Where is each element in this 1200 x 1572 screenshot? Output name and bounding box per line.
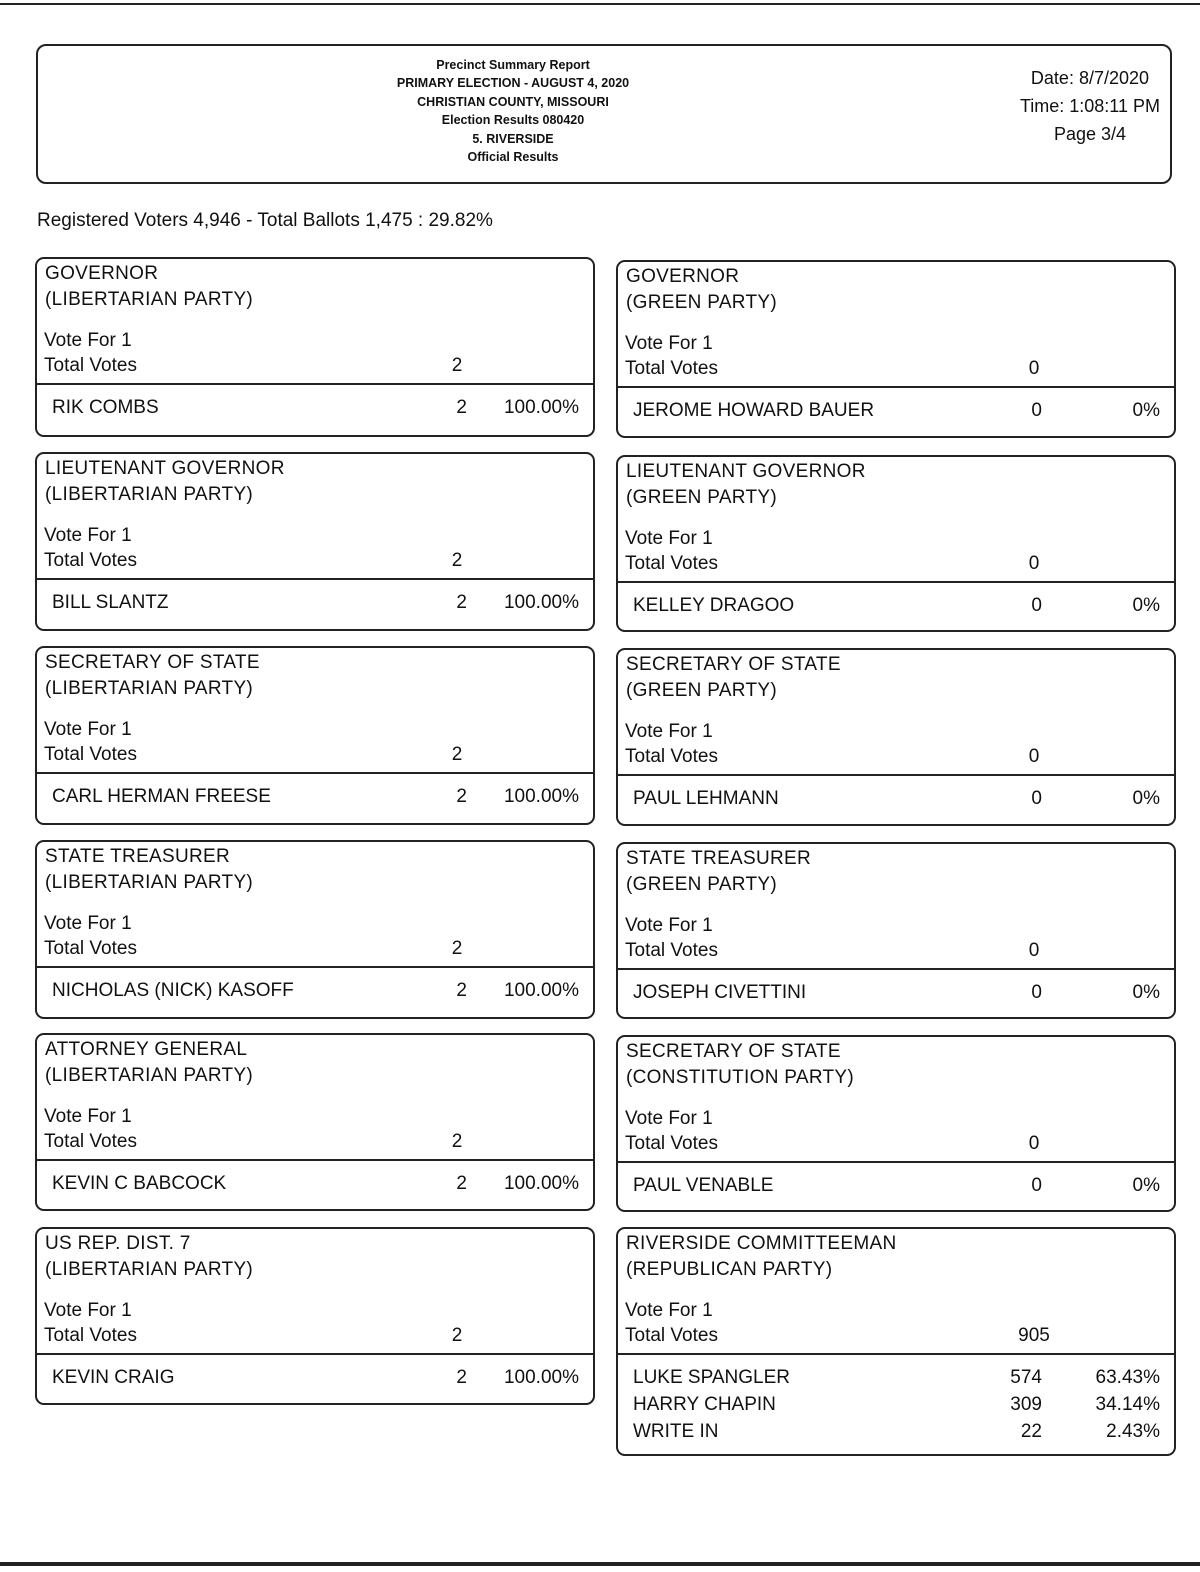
candidate-name: PAUL VENABLE bbox=[633, 1175, 774, 1196]
candidate-percent: 0% bbox=[1132, 982, 1160, 1003]
total-votes-label: Total Votes bbox=[625, 1133, 718, 1154]
candidate-percent: 100.00% bbox=[503, 397, 579, 418]
candidate-row bbox=[37, 980, 593, 1007]
race-party: (LIBERTARIAN PARTY) bbox=[45, 289, 254, 310]
county-name: CHRISTIAN COUNTY, MISSOURI bbox=[417, 94, 609, 109]
total-votes-label: Total Votes bbox=[44, 1325, 137, 1346]
vote-for-label: Vote For 1 bbox=[625, 1108, 713, 1129]
race-box bbox=[616, 1227, 1176, 1456]
report-title-block bbox=[38, 56, 1170, 166]
candidate-votes: 2 bbox=[456, 592, 467, 613]
race-divider bbox=[37, 578, 593, 580]
candidate-row bbox=[37, 592, 593, 619]
report-page: Page 3/4 bbox=[1053, 124, 1126, 144]
candidate-votes: 0 bbox=[1031, 1175, 1042, 1196]
candidate-percent: 100.00% bbox=[503, 1367, 579, 1388]
race-title: ATTORNEY GENERAL bbox=[45, 1039, 248, 1060]
race-title: LIEUTENANT GOVERNOR bbox=[626, 461, 866, 482]
race-divider bbox=[37, 1353, 593, 1355]
race-box bbox=[35, 840, 595, 1019]
race-box bbox=[35, 257, 595, 437]
race-title: LIEUTENANT GOVERNOR bbox=[45, 458, 285, 479]
total-votes-label: Total Votes bbox=[44, 550, 137, 571]
race-divider bbox=[37, 1159, 593, 1161]
race-divider bbox=[618, 1353, 1174, 1355]
race-divider bbox=[37, 772, 593, 774]
vote-for-label: Vote For 1 bbox=[44, 719, 132, 740]
race-party: (GREEN PARTY) bbox=[626, 292, 777, 313]
race-title: GOVERNOR bbox=[45, 263, 159, 284]
candidate-name: NICHOLAS (NICK) KASOFF bbox=[52, 980, 294, 1001]
candidate-name: JEROME HOWARD BAUER bbox=[633, 400, 875, 421]
race-party: (LIBERTARIAN PARTY) bbox=[45, 872, 254, 893]
candidate-name: HARRY CHAPIN bbox=[633, 1394, 776, 1415]
vote-for-label: Vote For 1 bbox=[625, 915, 713, 936]
candidate-name: KEVIN C BABCOCK bbox=[52, 1173, 227, 1194]
report-date: Date: 8/7/2020 bbox=[1030, 68, 1150, 88]
candidate-percent: 100.00% bbox=[503, 786, 579, 807]
race-title: SECRETARY OF STATE bbox=[45, 652, 260, 673]
report-meta bbox=[1020, 64, 1160, 148]
race-party: (LIBERTARIAN PARTY) bbox=[45, 678, 254, 699]
total-votes-value: 2 bbox=[451, 1131, 463, 1152]
candidate-name: KEVIN CRAIG bbox=[52, 1367, 175, 1388]
candidate-row bbox=[618, 788, 1174, 815]
candidate-name: RIK COMBS bbox=[52, 397, 159, 418]
candidate-percent: 100.00% bbox=[503, 592, 579, 613]
total-votes-label: Total Votes bbox=[625, 940, 718, 961]
candidate-percent: 0% bbox=[1132, 595, 1160, 616]
total-votes-label: Total Votes bbox=[625, 553, 718, 574]
race-title: SECRETARY OF STATE bbox=[626, 1041, 841, 1062]
race-title: RIVERSIDE COMMITTEEMAN bbox=[626, 1233, 897, 1254]
candidate-percent: 63.43% bbox=[1095, 1367, 1160, 1388]
candidate-votes: 0 bbox=[1031, 788, 1042, 809]
race-divider bbox=[37, 383, 593, 385]
race-box bbox=[616, 648, 1176, 826]
race-box bbox=[616, 842, 1176, 1019]
candidate-votes: 309 bbox=[1010, 1394, 1042, 1415]
total-votes-value: 2 bbox=[451, 550, 463, 571]
candidate-votes: 2 bbox=[456, 397, 467, 418]
candidate-percent: 0% bbox=[1132, 400, 1160, 421]
candidate-name: PAUL LEHMANN bbox=[633, 788, 779, 809]
report-time: Time: 1:08:11 PM bbox=[1019, 96, 1160, 116]
election-name: PRIMARY ELECTION - AUGUST 4, 2020 bbox=[396, 76, 630, 91]
report-title: Precinct Summary Report bbox=[436, 58, 590, 72]
vote-for-label: Vote For 1 bbox=[44, 1106, 132, 1127]
race-divider bbox=[618, 774, 1174, 776]
candidate-votes: 0 bbox=[1031, 400, 1042, 421]
total-votes-label: Total Votes bbox=[44, 355, 137, 376]
bottom-scan-edge bbox=[0, 1562, 1200, 1566]
candidate-row bbox=[618, 1367, 1174, 1394]
candidate-row bbox=[618, 1394, 1174, 1421]
vote-for-label: Vote For 1 bbox=[625, 528, 713, 549]
race-title: GOVERNOR bbox=[626, 266, 740, 287]
results-id: Election Results 080420 bbox=[441, 113, 585, 128]
race-box bbox=[616, 260, 1176, 438]
candidate-votes: 574 bbox=[1010, 1367, 1042, 1388]
candidate-row bbox=[618, 982, 1174, 1009]
candidate-row bbox=[37, 397, 593, 424]
race-party: (CONSTITUTION PARTY) bbox=[626, 1067, 855, 1088]
race-party: (LIBERTARIAN PARTY) bbox=[45, 1065, 254, 1086]
report-header bbox=[36, 44, 1172, 184]
candidate-row bbox=[37, 1173, 593, 1200]
race-divider bbox=[37, 966, 593, 968]
results-status: Official Results bbox=[467, 150, 559, 165]
total-votes-value: 0 bbox=[1028, 1133, 1040, 1154]
race-party: (REPUBLICAN PARTY) bbox=[626, 1259, 833, 1280]
race-title: SECRETARY OF STATE bbox=[626, 654, 841, 675]
total-votes-value: 2 bbox=[451, 938, 463, 959]
candidate-votes: 22 bbox=[1020, 1421, 1042, 1442]
candidate-name: CARL HERMAN FREESE bbox=[52, 786, 271, 807]
total-votes-label: Total Votes bbox=[625, 746, 718, 767]
race-box bbox=[616, 1035, 1176, 1212]
total-votes-value: 0 bbox=[1028, 940, 1040, 961]
race-party: (LIBERTARIAN PARTY) bbox=[45, 1259, 254, 1280]
candidate-name: WRITE IN bbox=[633, 1421, 719, 1442]
candidate-percent: 0% bbox=[1132, 1175, 1160, 1196]
candidate-votes: 2 bbox=[456, 1367, 467, 1388]
race-divider bbox=[618, 386, 1174, 388]
candidate-name: LUKE SPANGLER bbox=[633, 1367, 790, 1388]
candidate-row bbox=[618, 400, 1174, 427]
candidate-row bbox=[37, 786, 593, 813]
race-party: (LIBERTARIAN PARTY) bbox=[45, 484, 254, 505]
candidate-row bbox=[37, 1367, 593, 1394]
total-votes-label: Total Votes bbox=[44, 744, 137, 765]
candidate-percent: 2.43% bbox=[1106, 1421, 1160, 1442]
candidate-votes: 2 bbox=[456, 1173, 467, 1194]
race-party: (GREEN PARTY) bbox=[626, 680, 777, 701]
vote-for-label: Vote For 1 bbox=[44, 913, 132, 934]
candidate-votes: 2 bbox=[456, 786, 467, 807]
candidate-percent: 100.00% bbox=[503, 1173, 579, 1194]
candidate-row bbox=[618, 1175, 1174, 1202]
race-party: (GREEN PARTY) bbox=[626, 487, 777, 508]
race-party: (GREEN PARTY) bbox=[626, 874, 777, 895]
total-votes-value: 0 bbox=[1028, 553, 1040, 574]
candidate-votes: 0 bbox=[1031, 982, 1042, 1003]
total-votes-value: 2 bbox=[451, 744, 463, 765]
race-box bbox=[35, 646, 595, 825]
race-box bbox=[35, 1227, 595, 1405]
candidate-percent: 0% bbox=[1132, 788, 1160, 809]
race-divider bbox=[618, 581, 1174, 583]
candidate-votes: 0 bbox=[1031, 595, 1042, 616]
top-scan-edge bbox=[0, 3, 1200, 5]
race-divider bbox=[618, 1161, 1174, 1163]
total-votes-label: Total Votes bbox=[44, 1131, 137, 1152]
vote-for-label: Vote For 1 bbox=[44, 1300, 132, 1321]
candidate-votes: 2 bbox=[456, 980, 467, 1001]
vote-for-label: Vote For 1 bbox=[44, 525, 132, 546]
total-votes-label: Total Votes bbox=[625, 1325, 718, 1346]
total-votes-value: 0 bbox=[1028, 746, 1040, 767]
total-votes-value: 0 bbox=[1028, 358, 1040, 379]
race-box bbox=[35, 452, 595, 631]
total-votes-value: 2 bbox=[451, 355, 463, 376]
race-divider bbox=[618, 968, 1174, 970]
candidate-row bbox=[618, 1421, 1174, 1448]
candidate-name: KELLEY DRAGOO bbox=[633, 595, 795, 616]
total-votes-label: Total Votes bbox=[44, 938, 137, 959]
total-votes-label: Total Votes bbox=[625, 358, 718, 379]
vote-for-label: Vote For 1 bbox=[625, 333, 713, 354]
candidate-name: JOSEPH CIVETTINI bbox=[633, 982, 807, 1003]
candidate-percent: 100.00% bbox=[503, 980, 579, 1001]
total-votes-value: 2 bbox=[451, 1325, 463, 1346]
vote-for-label: Vote For 1 bbox=[625, 721, 713, 742]
candidate-name: BILL SLANTZ bbox=[52, 592, 169, 613]
registered-voters-summary: Registered Voters 4,946 - Total Ballots 1,475 : 29.82% bbox=[37, 210, 493, 231]
race-title: STATE TREASURER bbox=[626, 848, 812, 869]
total-votes-value: 905 bbox=[1018, 1325, 1050, 1346]
race-title: STATE TREASURER bbox=[45, 846, 231, 867]
precinct-name: 5. RIVERSIDE bbox=[472, 131, 554, 146]
race-title: US REP. DIST. 7 bbox=[45, 1233, 191, 1254]
race-box bbox=[616, 455, 1176, 632]
race-box bbox=[35, 1033, 595, 1211]
candidate-row bbox=[618, 595, 1174, 622]
candidate-percent: 34.14% bbox=[1095, 1394, 1160, 1415]
vote-for-label: Vote For 1 bbox=[625, 1300, 713, 1321]
vote-for-label: Vote For 1 bbox=[44, 330, 132, 351]
